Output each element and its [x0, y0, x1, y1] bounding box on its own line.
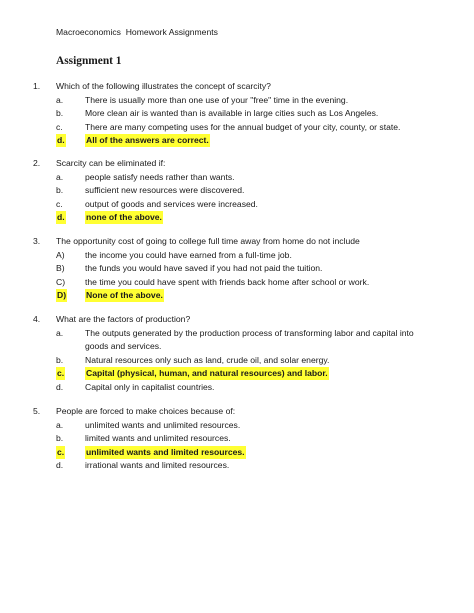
- question-number: 3.: [33, 236, 41, 246]
- option-text-continued: goods and services.: [85, 341, 162, 351]
- option-text: sufficient new resources were discovered.: [85, 185, 245, 195]
- question-number: 5.: [33, 406, 41, 416]
- question-number: 4.: [33, 314, 41, 324]
- option-text: There are many competing uses for the annual budget of your city, county, or state.: [85, 121, 401, 132]
- option-text: unlimited wants and unlimited resources.: [85, 419, 241, 430]
- option-letter: b.: [56, 108, 64, 118]
- option-text: Capital only in capitalist countries.: [85, 381, 215, 392]
- question-number: 1.: [33, 81, 41, 91]
- option-text: limited wants and unlimited resources.: [85, 433, 231, 443]
- question-text: What are the factors of production?: [56, 314, 191, 324]
- option-letter: b.: [56, 433, 64, 443]
- option-letter: d.: [57, 212, 65, 222]
- option-letter: D): [57, 290, 67, 300]
- assignment-title: Assignment 1: [56, 55, 122, 67]
- option-letter: b.: [56, 185, 64, 195]
- option-letter: a.: [56, 419, 64, 430]
- option-letter: d.: [57, 135, 65, 145]
- question-text: The opportunity cost of going to college full time away from home do not include: [56, 236, 360, 246]
- option-text: the income you could have earned from a full-time job.: [85, 249, 292, 260]
- option-text: the time you could have spent with friends back home after school or work.: [85, 276, 370, 287]
- option-letter: c.: [56, 198, 63, 209]
- option-text: unlimited wants and limited resources.: [86, 446, 245, 457]
- option-text: irrational wants and limited resources.: [85, 460, 230, 470]
- option-letter: b.: [56, 354, 64, 365]
- option-text: All of the answers are correct.: [86, 135, 209, 145]
- option-text: More clean air is wanted than is available in large cities such as Los Angeles.: [85, 108, 379, 118]
- option-letter: d.: [56, 381, 64, 392]
- option-text: output of goods and services were increased.: [85, 198, 258, 209]
- option-letter: C): [56, 276, 66, 287]
- option-text: The outputs generated by the production process of transforming labor and capital into: [85, 327, 414, 338]
- option-text: There is usually more than one use of your "free" time in the evening.: [85, 94, 349, 105]
- option-text: people satisfy needs rather than wants.: [85, 171, 235, 182]
- option-text: none of the above.: [86, 212, 162, 222]
- option-letter: c.: [57, 446, 65, 457]
- question-text: Scarcity can be eliminated if:: [56, 158, 166, 168]
- option-text: Capital (physical, human, and natural resources) and labor.: [86, 368, 328, 378]
- option-text: None of the above.: [86, 290, 163, 300]
- option-letter: B): [56, 263, 65, 273]
- option-letter: A): [56, 249, 65, 260]
- option-text: the funds you would have saved if you had not paid the tuition.: [85, 263, 323, 273]
- option-letter: d.: [56, 460, 64, 470]
- question-number: 2.: [33, 158, 41, 168]
- question-text: People are forced to make choices because of:: [56, 406, 236, 416]
- option-letter: c.: [56, 121, 63, 132]
- document-header: Macroeconomics Homework Assignments: [56, 27, 218, 37]
- option-text: Natural resources only such as land, crude oil, and solar energy.: [85, 354, 330, 365]
- option-letter: a.: [56, 171, 64, 182]
- option-letter: a.: [56, 327, 64, 338]
- option-letter: a.: [56, 94, 64, 105]
- option-letter: c.: [57, 368, 65, 378]
- question-text: Which of the following illustrates the concept of scarcity?: [56, 81, 271, 91]
